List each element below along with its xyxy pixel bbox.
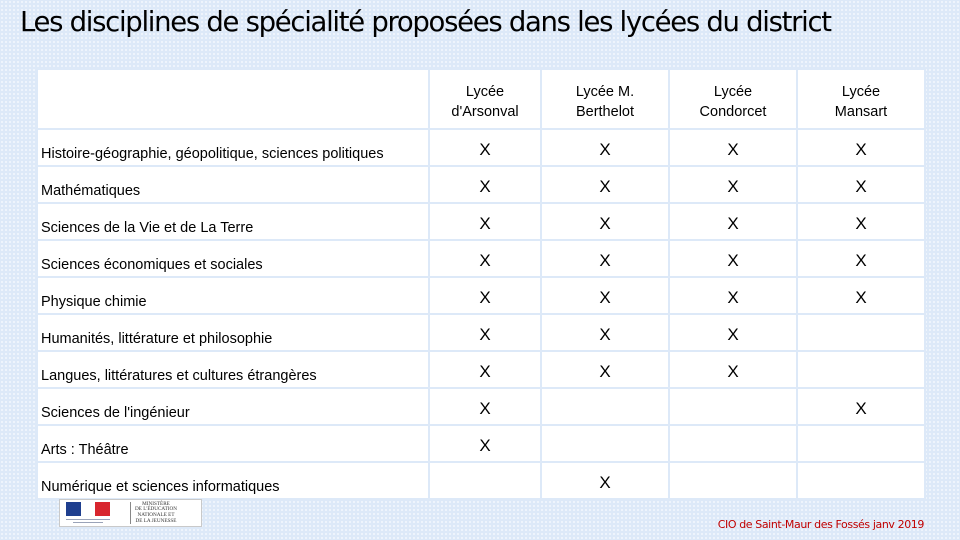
column-header-condorcet: Lycée Condorcet [670,70,796,128]
offer-mark-cell [798,315,924,350]
specialty-table-container [36,68,922,500]
offer-mark-cell [542,426,668,461]
offer-mark-cell: X [670,278,796,313]
table-row [38,241,924,276]
table-row [38,278,924,313]
offer-mark-cell: X [542,463,668,498]
offer-mark-cell: X [670,130,796,165]
table-row [38,389,924,424]
table-row [38,167,924,202]
offer-mark-cell: X [430,241,540,276]
offer-mark-cell: X [430,352,540,387]
offer-mark-cell [798,463,924,498]
table-row [38,315,924,350]
offer-mark-cell [798,352,924,387]
table-row [38,426,924,461]
table-body [38,130,924,498]
offer-mark-cell: X [430,315,540,350]
table-row [38,463,924,498]
logo-separator [130,502,131,524]
subject-cell: Langues, littératures et cultures étrangères [38,352,428,387]
offer-mark-cell: X [542,278,668,313]
subject-cell: Histoire-géographie, géopolitique, sciences politiques [38,130,428,165]
flag-stripe [81,502,96,516]
offer-mark-cell: X [670,167,796,202]
offer-mark-cell: X [798,241,924,276]
offer-mark-cell: X [430,130,540,165]
offer-mark-cell: X [798,204,924,239]
subject-cell: Arts : Théâtre [38,426,428,461]
offer-mark-cell: X [798,389,924,424]
column-header-mansart: Lycée Mansart [798,70,924,128]
specialty-table [36,68,926,500]
ministry-logo [59,499,202,527]
flag-stripe [95,502,110,516]
table-row [38,352,924,387]
offer-mark-cell: X [670,204,796,239]
french-flag-icon [60,500,116,526]
offer-mark-cell: X [430,204,540,239]
offer-mark-cell [670,463,796,498]
subject-cell: Sciences de l'ingénieur [38,389,428,424]
subject-cell: Sciences économiques et sociales [38,241,428,276]
table-row [38,130,924,165]
flag-stripe [66,502,81,516]
header-corner [38,70,428,128]
subject-cell: Numérique et sciences informatiques [38,463,428,498]
subject-cell: Mathématiques [38,167,428,202]
offer-mark-cell: X [670,241,796,276]
subject-cell: Physique chimie [38,278,428,313]
offer-mark-cell [798,426,924,461]
offer-mark-cell: X [798,278,924,313]
offer-mark-cell: X [542,130,668,165]
offer-mark-cell [670,389,796,424]
offer-mark-cell: X [430,426,540,461]
offer-mark-cell [430,463,540,498]
offer-mark-cell: X [798,167,924,202]
offer-mark-cell [670,426,796,461]
offer-mark-cell: X [542,352,668,387]
offer-mark-cell: X [542,167,668,202]
ministry-name: MINISTÈRE DE L'ÉDUCATION NATIONALE ET DE LA JEUNESSE [135,500,177,524]
offer-mark-cell: X [670,315,796,350]
offer-mark-cell: X [542,241,668,276]
column-header-arsonval: Lycée d'Arsonval [430,70,540,128]
slide-title: Les disciplines de spécialité proposées dans les lycées du district [20,6,831,38]
subject-cell: Sciences de la Vie et de La Terre [38,204,428,239]
offer-mark-cell: X [430,389,540,424]
offer-mark-cell: X [430,167,540,202]
subject-cell: Humanités, littérature et philosophie [38,315,428,350]
column-header-berthelot: Lycée M. Berthelot [542,70,668,128]
offer-mark-cell: X [542,315,668,350]
header-row [38,70,924,128]
offer-mark-cell: X [542,204,668,239]
offer-mark-cell: X [430,278,540,313]
offer-mark-cell [542,389,668,424]
offer-mark-cell: X [670,352,796,387]
footer-credit: CIO de Saint-Maur des Fossés janv 2019 [717,518,924,531]
offer-mark-cell: X [798,130,924,165]
table-row [38,204,924,239]
